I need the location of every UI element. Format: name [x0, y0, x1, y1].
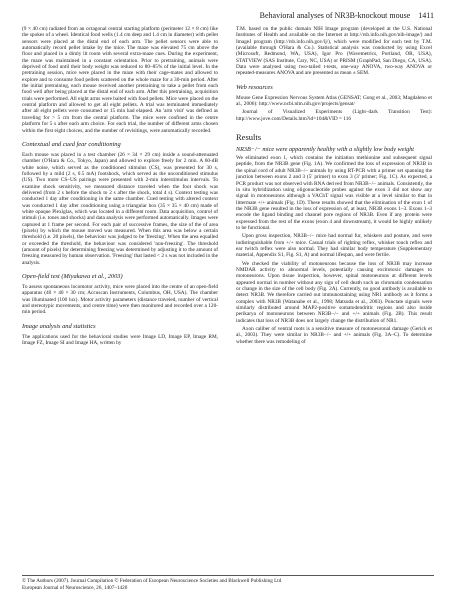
paragraph: Journal of Visualized Experiments (Light–dark Transition Test): http://www.jove.com/Details.htm?id=104&VID = 116: [236, 109, 432, 122]
paragraph: Each mouse was placed in a test chamber (26 × 34 × 29 cm) inside a sound-attenuated chamber (O'Hara & Co., Tokyo, Japan) and allowed to explore freely for 2 min. A 60-dB white noise, which served as the conditioned stimulus (CS), was presented for 30 s, followed by a mild (2 s, 0.5 mA) footshock, which served as the unconditioned stimulus (US). Two more CS–US pairings were presented with 2-min interstimulus intervals. To examine shock sensitivity, we measured distance traveled when the foot shock was delivered (from 2 s before the shock to 2 s after the shock, total 4 s). Context testing was conducted 1 day after conditioning in the same chamber. Cued testing with altered context was conducted 1 day after conditioning using a triangular box (35 × 35 × 40 cm) made of white opaque Plexiglas, which was located in a different room. Data acquisition, control of stimuli (i.e. tones and shocks) and data analysis were performed automatically. Images were captured at 1 frame per second. For each pair of successive frames, the size of the of area (pixels) by which the mouse moved was measured. When this area was below a certain threshold (i.e. 20 pixels), the behaviour was judged to be 'freezing'. When the area equalled or exceeded the threshold, the behaviour was considered 'non-freezing'. The threshold (amount of pixels) for determining freezing was determined by adjusting it to the amount of freezing measured by human observation. 'Freezing' that lasted < 2 s was not included in the analysis.: [22, 151, 218, 266]
journal-citation: European Journal of Neuroscience, 26, 1407–1420: [22, 585, 128, 591]
paragraph: We checked the viability of motoneurons because the loss of NR3B may increase NMDAR activity to abnormal levels, potentially causing excitotoxic damages to motoneurons. Upon tissue inspection, however, spinal motoneurons at different levels appeared normal in number without any sign of cell death such as chromatin condensation or change in the size of the cell body (Fig. 2A). Currently, no good antibody is available to detect NR3B. We therefore carried out immunostaining using NR1 antibody as it forms a complex with NR3B (Watanabe et al., 1998; Matsuda et al., 2003). Punctate signals were similarly distributed around MAP2-positive somatodendritic regions and also inside perikarya of motoneurons between NR3B−/− and +/+ animals (Fig. 2B). This result indicates that loss of NR3B does not largely change the distribution of NR1.: [236, 260, 432, 324]
left-column: [22, 26, 218, 348]
running-title: Behavioral analyses of NR3B-knockout mouse: [259, 11, 411, 20]
section-heading-web-resources: Web resources: [236, 83, 273, 91]
section-heading-fear-conditioning: Contextual and cued fear conditioning: [22, 140, 121, 148]
copyright-line: © The Authors (2007). Journal Compilation © Federation of European Neuroscience Societies and Blackwell Publishing Ltd: [22, 578, 282, 584]
paragraph: (9 × 40 cm) radiated from an octagonal central starting platform (perimeter 12 × 8 cm) like the spokes of a wheel. Identical food wells (1.4 cm deep and 1.4 cm in diameter) with pellet sensors were placed at the distal end of each arm. The pellet sensors were able to automatically record pellet intake by the mice. The maze was elevated 75 cm above the floor and placed in a dimly lit room with several extra-maze cues. During the experiment, the maze was maintained in a constant orientation. Prior to pretraining, animals were deprived of food until their body weight was reduced to 80–85% of the initial level. In the pretraining session, mice were placed in the maze with their cage-mates and allowed to explore and to consume food pellets scattered on the whole maze for a 30-min period. After the initial pretraining, each mouse received another pretraining to take a pellet from each food well after being placed at the distal end of each arm. After this pretraining, acquisition trials were performed. All eight arms were baited with food pellets. Mice were placed on the central platform and allowed to get all eight pellets. A trial was terminated immediately after all eight pellets were consumed or 15 min had elapsed. An 'arm visit' was defined as traveling for > 5 cm from the central platform. The mice were confined in the centre platform for 5 s after each arm choice. For each trial, the number of different arms chosen within the first eight choices, and the number of revisitings, were automatically recorded.: [22, 26, 218, 134]
paragraph: To assess spontaneous locomotor activity, mice were placed into the centre of an open-field apparatus (40 × 40 × 30 cm; Accuscan Instruments, Columbus, OH, USA). The chamber was illuminated (100 lux). Motor activity parameters (distance traveled, number of vertical and stereotypic movements, and centre time) were then monitored and recorded over a 120-min period.: [22, 284, 218, 316]
paragraph: Upon gross inspection, NR3B−/− mice had normal fur, whiskers and posture, and were indistinguishable from +/+ mice. Casual trials of righting reflex, whisker touch reflex and ear twitch reflex were also normal. They had similar body temperature (Supplementary material, Appendix S1, Fig. S1, A) and normal lifespan, and were fertile.: [236, 233, 432, 259]
paragraph: T.M. based on the public domain NIH Image program (developed at the U.S. National Institutes of Health and available on the Internet at http://rsb.info.nih.gov/nih-image/) and ImageJ program (http://rsb.info.nih.gov/ij/), which were modified for each test by T.M. (available through O'Hara & Co.). Statistical analysis was conducted by using Excel (Microsoft, Redmond, WA, USA), Igor Pro (Wavemetrics, Portland, OR, USA), STATVIEW (SAS Institute, Cary, NC, USA) or PRISM (GraphPad, San Diego, CA, USA). Data were analysed using two-tailed t-tests, one-way ANOVA, two-way ANOVA or repeated-measures ANOVA and are presented as mean ± SEM.: [236, 26, 432, 77]
right-column: [236, 26, 432, 347]
results-subheading: NR3B−/− mice were apparently healthy with a slightly low body weight: [236, 146, 415, 154]
paragraph: We eliminated exon 1, which contains the initiation methionine and subsequent signal peptide, from the NR3B gene (Fig. 1A). We confirmed the loss of expression of NR3B in the spinal cord of adult NR3B−/− animals by using RT-PCR with a primer set spanning the junction between exons 2 and 3 (5′ primer) to exon 3 (3′ primer; Fig. 1C). As expected, a PCR product was not observed with RNA derived from NR3B−/− animals. Consistently, the in situ hybridization using oligonucleotide probes against the exon 3 did not show any signal in motoneurons although a VAChT signal was visible at a level similar to that in littermate +/+ animals (Fig. 1D). These results showed that the elimination of the exon 1 of the NR3B gene resulted in the loss of expression of, at least, NR3B exons 1–3. Exons 1–3 encode the ligand binding and channel pore regions of NR3B. Even if any protein were expressed from the rest of the exons (exon 4 and downstream), it would be highly unlikely to be functional.: [236, 155, 432, 231]
page-footer: [22, 575, 434, 592]
section-heading-image-analysis: Image analysis and statistics: [22, 322, 96, 330]
running-header: [22, 10, 434, 22]
results-heading: Results: [236, 132, 262, 143]
section-heading-open-field: Open-field test (Miyakawa et al., 2003): [22, 273, 123, 281]
paragraph: Mouse Gene Expression Nervous System Atlas (GENSAT; Gong et al., 2003; Magdaleno et al., 2006): http://www.ncbi.nlm.nih.gov/projects/gensat/: [236, 94, 432, 108]
page-number: 1411: [418, 11, 434, 20]
paragraph: Axon caliber of ventral roots is a sensitive measure of motoneuronal damage (Gerick et al., 2003). They were similar in NR3B−/− and +/+ animals (Fig. 3A–C). To determine whether there was remodeling of: [236, 326, 432, 345]
paragraph: The applications used for the behavioral studies were Image LD, Image EP, Image RM, Image FZ, Image SI and Image HA, written by: [22, 333, 218, 347]
